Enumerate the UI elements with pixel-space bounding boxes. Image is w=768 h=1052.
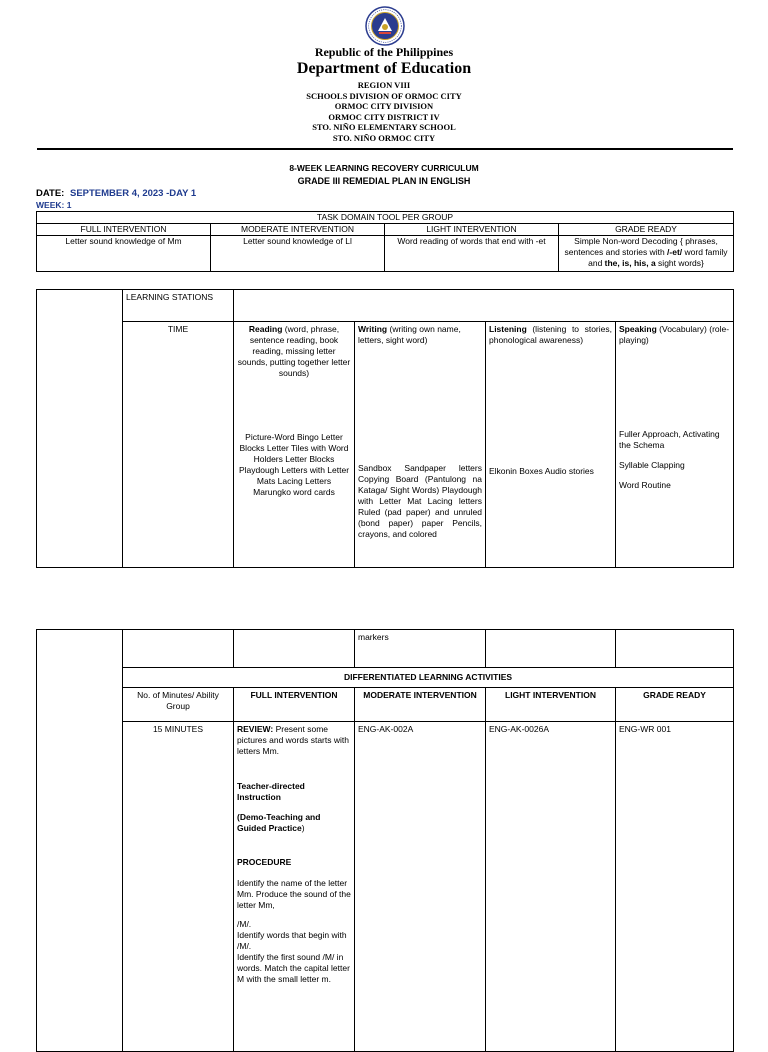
listening-station: Listening (listening to stories, phonological awareness) Elkonin Boxes Audio stories [486,322,616,568]
listening-materials: Elkonin Boxes Audio stories [489,466,594,476]
procedure-step: Identify the name of the letter Mm. Produce the sound of the letter Mm, [237,878,351,910]
date-label: DATE: [36,188,65,199]
district-line: ORMOC CITY DISTRICT IV [328,111,440,122]
speaking-station: Speaking (Vocabulary) (role-playing) Fuller Approach, Activating the Schema Syllable Clapping Word Routine [616,322,734,568]
learning-stations-table [36,289,734,568]
task-grade-ready: Simple Non-word Decoding { phrases, sentences and stories with /-et/ word family and the, is, his, a sight words} [559,236,734,272]
procedure-step: Identify the first sound /M/ in words. Match the capital letter M with the small letter m. [237,952,350,984]
light-code: ENG-AK-0026A [486,722,616,1052]
city-division-line: ORMOC CITY DIVISION [334,101,434,111]
procedure-step: /M/. [237,919,252,929]
header-full: FULL INTERVENTION [37,224,211,236]
dla-header-moderate: MODERATE INTERVENTION [355,688,486,722]
task-full: Letter sound knowledge of Mm [37,236,211,272]
republic-title: Republic of the Philippines [314,45,454,59]
writing-materials-cont: markers [355,630,486,668]
task-domain-table [36,211,734,272]
speaking-item: Fuller Approach, Activating the Schema [619,429,720,450]
writing-station: Writing (writing own name, letters, sight word) Sandbox Sandpaper letters Copying Board (Pantulong na Kataga/ Sight Words) Playdough with Letter Mat Lacing letters Ruled (pad paper) and unruled (bond paper) paper Pencils, crayons, and colored [355,322,486,568]
writing-materials: Sandbox Sandpaper letters Copying Board (Pantulong na Kataga/ Sight Words) Playdough with Letter Mat Lacing letters Ruled (pad paper) and unruled (bond paper) paper Pencils, crayons, and colored [358,463,482,539]
dla-header-minutes: No. of Minutes/ Ability Group [123,688,234,722]
blank-cell [123,630,234,668]
procedure-step: Identify words that begin with /M/. [237,930,347,951]
dla-header-light: LIGHT INTERVENTION [486,688,616,722]
task-moderate: Letter sound knowledge of Ll [211,236,385,272]
office-lines [0,80,768,143]
header-divider [37,148,733,150]
moderate-code: ENG-AK-002A [355,722,486,1052]
region-line: REGION VIII [357,80,411,90]
reading-station: Reading (word, phrase, sentence reading, book reading, missing letter sounds, putting together letter sounds) Picture-Word Bingo Letter Blocks Letter Tiles with Word Holders Letter Blocks Playdough Letters with Letter Mats Lacing Letters Marungko word cards [234,322,355,568]
differentiated-activities-table [36,629,734,1052]
header-grade-ready: GRADE READY [559,224,734,236]
stations-blank [234,290,734,322]
procedure-label: PROCEDURE [237,857,292,867]
full-intervention-activity: REVIEW: Present some pictures and words starts with letters Mm. Teacher-directed Instruction (Demo-Teaching and Guided Practice) PROCEDURE Identify the name of the letter Mm. Produce the sound of the letter Mm, /M/. Identify words that begin with /M/. Identify the first sound /M/ in words. Match the capital letter M with the small letter m. [234,722,355,1052]
stations-label: LEARNING STATIONS [123,290,234,322]
dla-title: DIFFERENTIATED LEARNING ACTIVITIES [123,668,734,688]
school-line: STO. NIÑO ELEMENTARY SCHOOL [312,122,456,132]
reading-materials: Picture-Word Bingo Letter Blocks Letter Tiles with Word Holders Letter Blocks Playdough Letters with Letter Mats Lacing Letters Marungko word cards [238,432,350,497]
blank-left-cell [37,630,123,1052]
blank-cell [486,630,616,668]
task-table-title: TASK DOMAIN TOOL PER GROUP [37,212,734,224]
minutes-value: 15 MINUTES [123,722,234,1052]
week-label: WEEK: 1 [36,200,72,210]
curriculum-title: 8-WEEK LEARNING RECOVERY CURRICULUM [289,163,479,173]
header-moderate: MODERATE INTERVENTION [211,224,385,236]
plan-title: GRADE III REMEDIAL PLAN IN ENGLISH [297,176,471,186]
department-title: Department of Education [296,60,472,77]
speaking-item: Word Routine [619,480,671,490]
dla-header-grade-ready: GRADE READY [616,688,734,722]
date-value: SEPTEMBER 4, 2023 -DAY 1 [70,188,197,199]
time-label: TIME [123,322,234,568]
grade-ready-code: ENG-WR 001 [616,722,734,1052]
blank-cell [616,630,734,668]
speaking-item: Syllable Clapping [619,460,685,470]
blank-left-cell [37,290,123,568]
blank-cell [234,630,355,668]
deped-seal-icon [365,6,405,46]
header-light: LIGHT INTERVENTION [385,224,559,236]
task-light: Word reading of words that end with -et [385,236,559,272]
division-line: SCHOOLS DIVISION OF ORMOC CITY [306,90,462,101]
dla-header-full: FULL INTERVENTION [234,688,355,722]
teacher-directed-label: Teacher-directed Instruction [237,781,305,802]
address-line: STO. NIÑO ORMOC CITY [332,132,436,143]
